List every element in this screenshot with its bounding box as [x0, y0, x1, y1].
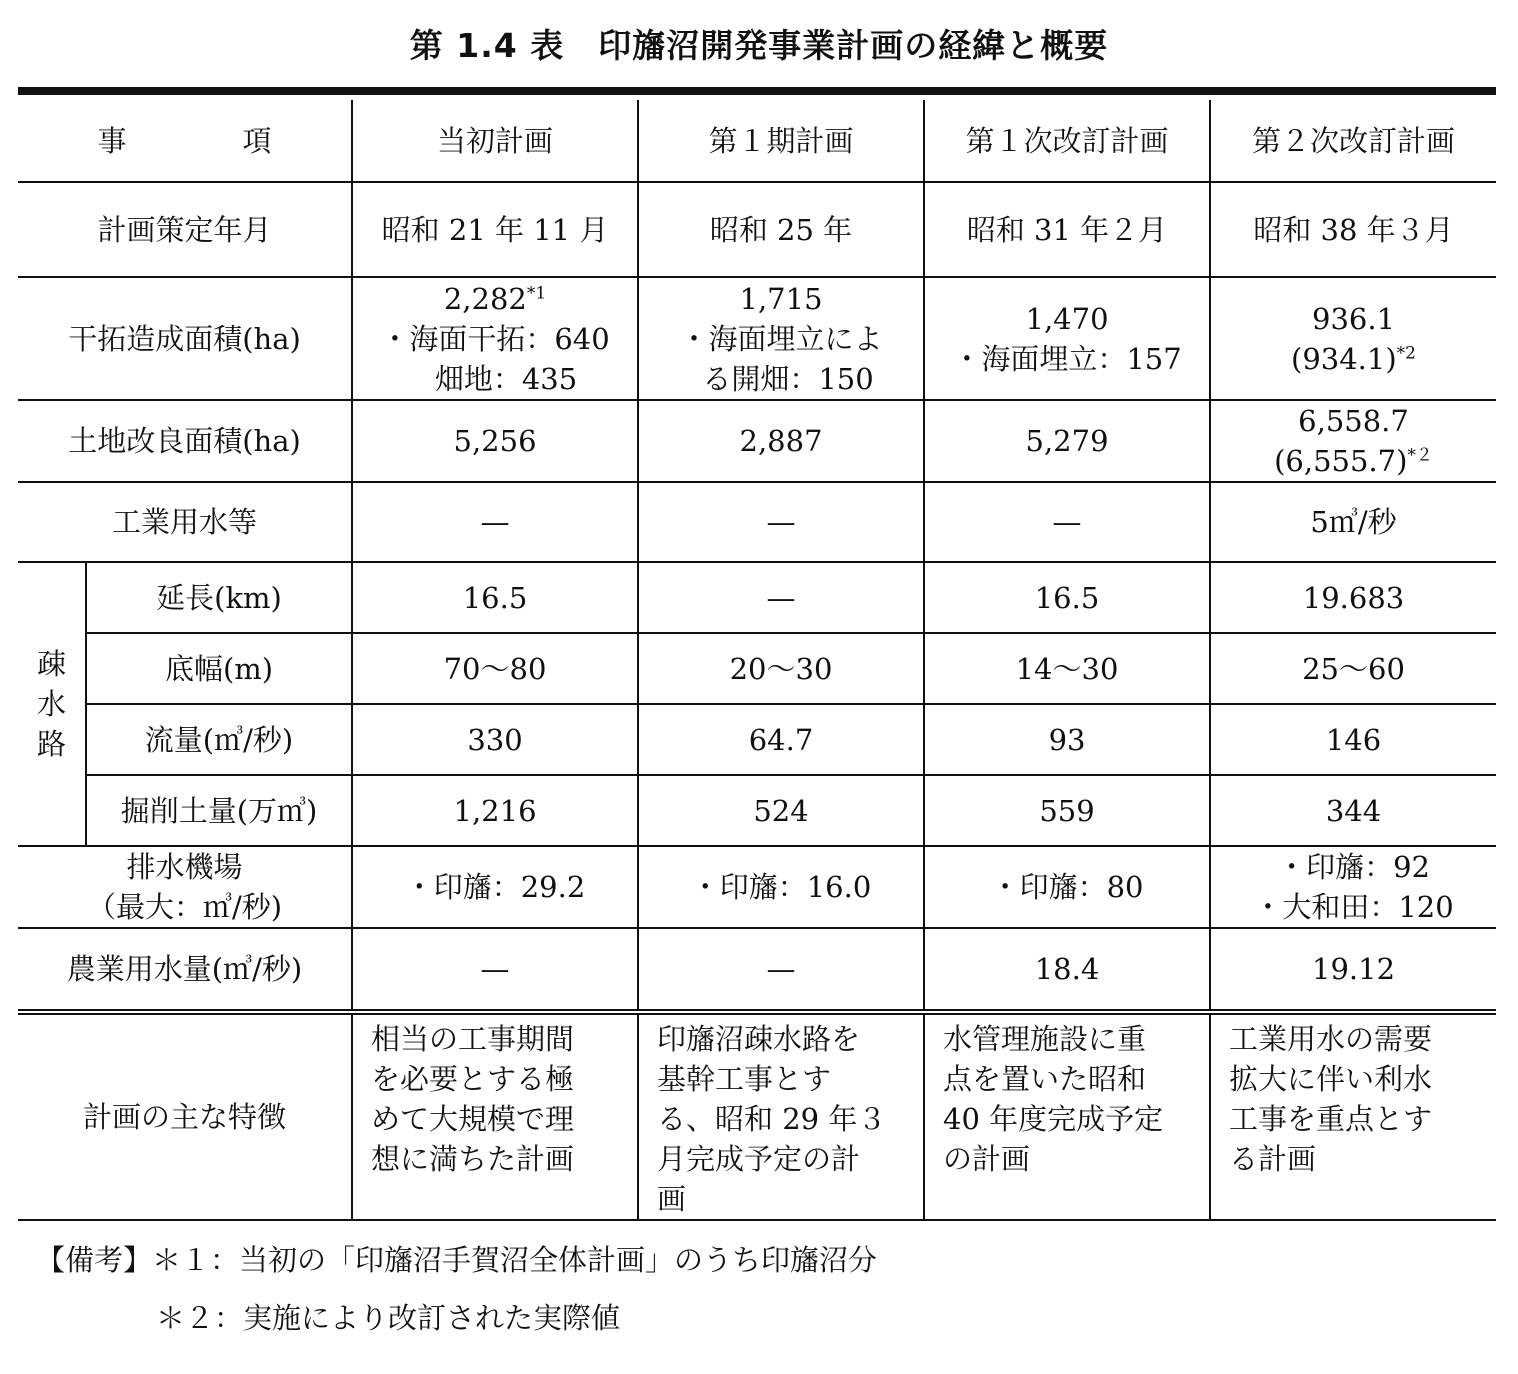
header-col-initial: 当初計画 — [352, 100, 638, 182]
header-col-rev1: 第１次改訂計画 — [924, 100, 1210, 182]
cell: — — [638, 562, 924, 633]
cell: — — [638, 928, 924, 1012]
cell: 559 — [924, 775, 1210, 846]
table-row — [18, 1012, 1496, 1220]
row-label-pump-station: 排水機場 （最大：㎥/秒) — [18, 846, 352, 928]
cell: — — [638, 482, 924, 562]
cell: 1,470 ・海面埋立：157 — [924, 277, 1210, 400]
note-2: ＊２：実施により改訂された実際値 — [156, 1301, 621, 1335]
table-row — [18, 562, 1496, 633]
plan-table — [18, 100, 1496, 1221]
row-label-features: 計画の主な特徴 — [18, 1012, 352, 1220]
cell: 5,256 — [352, 400, 638, 482]
row-label-drainage-length: 延長(km) — [86, 562, 352, 633]
cell: 5㎥/秒 — [1210, 482, 1496, 562]
table-row — [18, 846, 1496, 928]
table-row — [18, 928, 1496, 1012]
table-row — [18, 775, 1496, 846]
top-rule — [18, 87, 1496, 95]
cell: ・印旛：92 ・大和田：120 — [1210, 846, 1496, 928]
cell: 16.5 — [924, 562, 1210, 633]
row-label-drainage-flow: 流量(㎥/秒) — [86, 704, 352, 775]
cell: 146 — [1210, 704, 1496, 775]
row-group-drainage: 疎水路 — [18, 562, 86, 846]
row-label-industrial-water: 工業用水等 — [18, 482, 352, 562]
cell: ・印旛：16.0 — [638, 846, 924, 928]
row-label-improve-area: 土地改良面積(ha) — [18, 400, 352, 482]
table-title: 第 1.4 表 印旛沼開発事業計画の経緯と概要 — [409, 26, 1109, 65]
row-label-reclaim-area: 干拓造成面積(ha) — [18, 277, 352, 400]
cell: 524 — [638, 775, 924, 846]
cell: 16.5 — [352, 562, 638, 633]
cell: 昭和 21 年 11 月 — [352, 182, 638, 277]
cell: 19.12 — [1210, 928, 1496, 1012]
table-row — [18, 277, 1496, 400]
table-row — [18, 400, 1496, 482]
row-label-drainage-excavation: 掘削土量(万㎥) — [86, 775, 352, 846]
row-label-drainage-width: 底幅(m) — [86, 633, 352, 704]
cell: 昭和 38 年３月 — [1210, 182, 1496, 277]
table-row — [18, 704, 1496, 775]
header-row — [18, 100, 1496, 182]
cell: 水管理施設に重 点を置いた昭和 40 年度完成予定 の計画 — [924, 1012, 1210, 1220]
cell: 1,216 — [352, 775, 638, 846]
cell: — — [924, 482, 1210, 562]
cell: — — [352, 928, 638, 1012]
cell: 2,282$^{*1}$ ・海面干拓：640 畑地：435 — [352, 277, 638, 400]
header-col-phase1: 第１期計画 — [638, 100, 924, 182]
row-label-plan-date: 計画策定年月 — [18, 182, 352, 277]
cell: 18.4 — [924, 928, 1210, 1012]
row-label-agri-water: 農業用水量(㎥/秒) — [18, 928, 352, 1012]
cell: 6,558.7 $(6,555.7)^{*2}$ — [1210, 400, 1496, 482]
cell: 93 — [924, 704, 1210, 775]
note-1: 【備考】＊１：当初の「印旛沼手賀沼全体計画」のうち印旛沼分 — [36, 1243, 878, 1277]
cell: 昭和 31 年２月 — [924, 182, 1210, 277]
cell: ・印旛：29.2 — [352, 846, 638, 928]
cell: 5,279 — [924, 400, 1210, 482]
cell: 相当の工事期間 を必要とする極 めて大規模で理 想に満ちた計画 — [352, 1012, 638, 1220]
cell: 344 — [1210, 775, 1496, 846]
cell: 25～60 — [1210, 633, 1496, 704]
cell: 工業用水の需要 拡大に伴い利水 工事を重点とす る計画 — [1210, 1012, 1496, 1220]
cell: 936.1 $(934.1)^{*2}$ — [1210, 277, 1496, 400]
cell: 64.7 — [638, 704, 924, 775]
cell: — — [352, 482, 638, 562]
header-item: 事 項 — [18, 100, 352, 182]
cell: 20～30 — [638, 633, 924, 704]
cell: 2,887 — [638, 400, 924, 482]
cell: 19.683 — [1210, 562, 1496, 633]
table-row — [18, 482, 1496, 562]
cell: 印旛沼疎水路を 基幹工事とす る、昭和 29 年３ 月完成予定の計 画 — [638, 1012, 924, 1220]
cell: 14～30 — [924, 633, 1210, 704]
header-col-rev2: 第２次改訂計画 — [1210, 100, 1496, 182]
table-row — [18, 633, 1496, 704]
cell: 330 — [352, 704, 638, 775]
cell: ・印旛：80 — [924, 846, 1210, 928]
cell: 1,715 ・海面埋立によ る開畑：150 — [638, 277, 924, 400]
cell: 70～80 — [352, 633, 638, 704]
table-row — [18, 182, 1496, 277]
cell: 昭和 25 年 — [638, 182, 924, 277]
